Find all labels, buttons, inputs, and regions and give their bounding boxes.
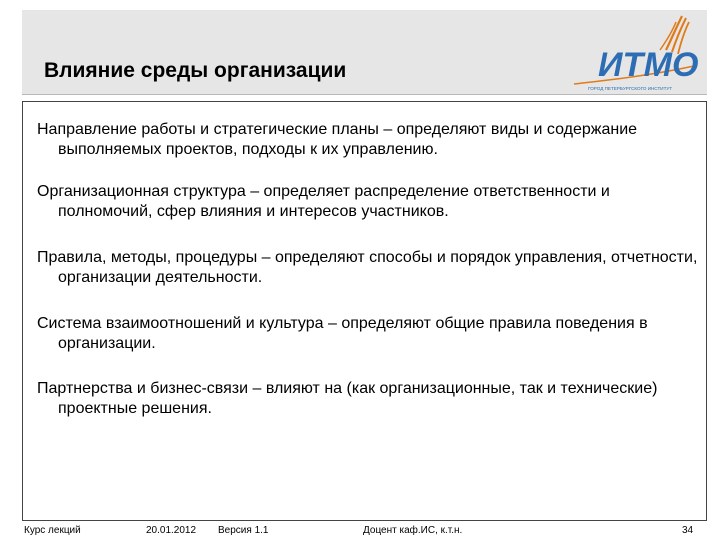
point-culture: [37, 314, 702, 354]
point-term: Система взаимоотношений и культура: [37, 315, 324, 332]
point-term: Направление работы и стратегические планы: [37, 121, 379, 138]
point-rules: [37, 248, 702, 288]
point-text: – определяют общие правила поведения в организации.: [58, 315, 648, 352]
footer-version: Версия 1.1: [218, 525, 269, 536]
logo-tagline: ГОРОД ПЕТЕРБУРГСКОГО ИНСТИТУТ: [588, 86, 673, 91]
point-text: – определяют способы и порядок управления, отчетности, организации деятельности.: [58, 249, 698, 286]
itmo-logo-icon: [568, 10, 700, 94]
point-text: – влияют на (как организационные, так и технические) проектные решения.: [58, 380, 658, 417]
footer-course: Курс лекций: [24, 525, 81, 536]
point-term: Организационная структура: [37, 183, 246, 200]
point-term: Партнерства и бизнес-связи: [37, 380, 249, 397]
point-text: – определяют виды и содержание выполняемых проектов, подходы к их управлению.: [58, 121, 638, 158]
point-text: – определяет распределение ответственности и полномочий, сфер влияния и интересов участников.: [58, 183, 610, 220]
itmo-logo: [568, 10, 700, 94]
slide-footer: [0, 523, 720, 540]
footer-page-number: 34: [682, 525, 694, 536]
logo-wordmark: ИТМО: [598, 46, 699, 84]
slide-title: Влияние среды организации: [44, 59, 347, 82]
point-partnerships: [37, 379, 702, 419]
point-term: Правила, методы, процедуры: [37, 249, 258, 266]
point-structure: [37, 182, 702, 222]
point-strategy: [37, 120, 702, 160]
footer-author: Доцент каф.ИС, к.т.н.: [363, 525, 463, 536]
footer-date: 20.01.2012: [146, 525, 197, 536]
content-box: [22, 101, 707, 521]
